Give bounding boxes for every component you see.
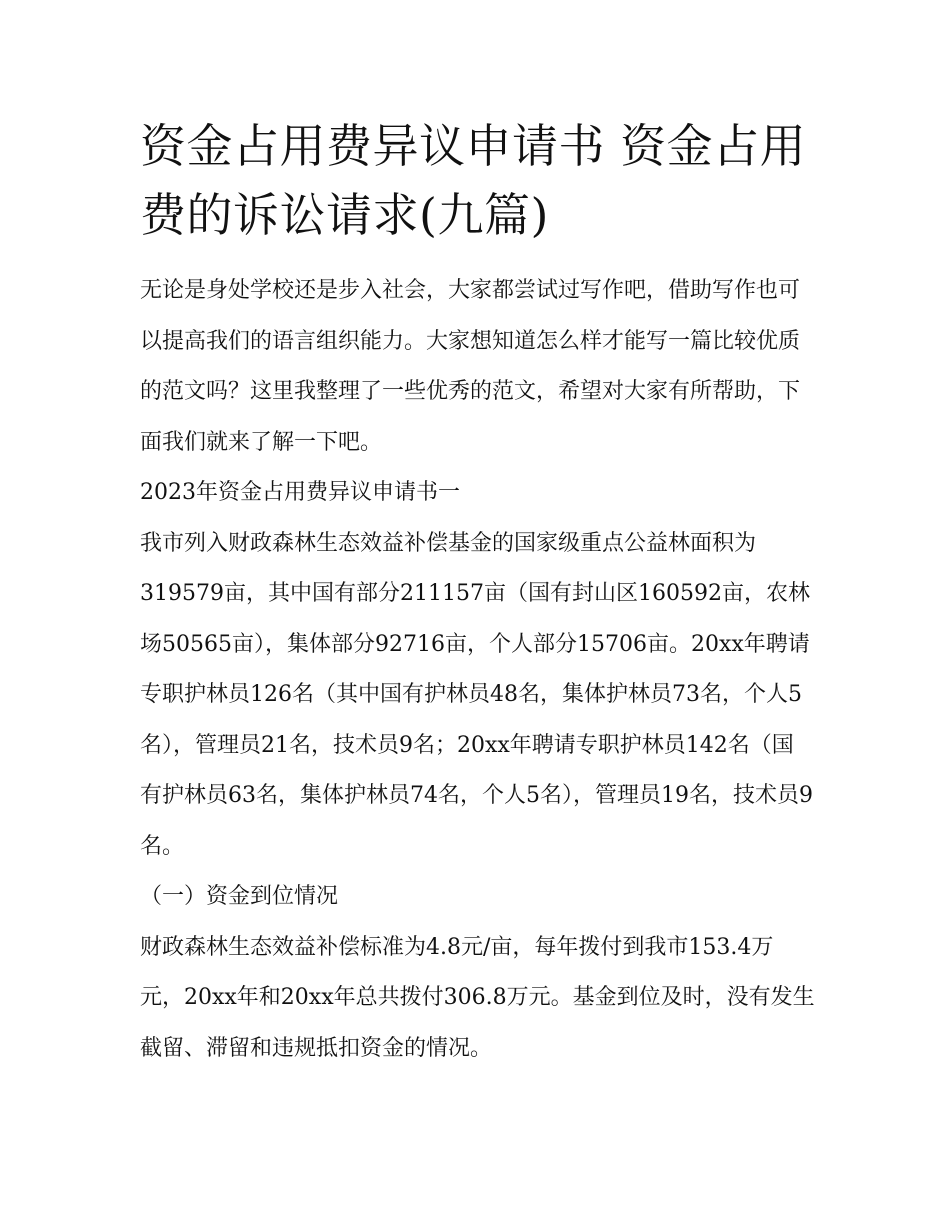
intro-paragraph: 无论是身处学校还是步入社会，大家都尝试过写作吧，借助写作也可以提高我们的语言组织能力。大家想知道怎么样才能写一篇比较优质的范文吗？这里我整理了一些优秀的范文，希望对大家有所帮助，下面我们就来了解一下吧。: [140, 278, 801, 455]
document-body: [140, 112, 815, 1074]
section-heading: 2023年资金占用费异议申请书一: [140, 480, 460, 505]
document-title: 资金占用费异议申请书 资金占用费的诉讼请求(九篇): [140, 119, 807, 242]
subheading-funding-status: （一）资金到位情况: [140, 884, 339, 909]
body-paragraph-funding: 财政森林生态效益补偿标准为4.8元/亩，每年拨付到我市153.4万元，20xx年和20xx年总共拨付306.8万元。基金到位及时，没有发生截留、滞留和违规抵扣资金的情况。: [140, 934, 815, 1061]
body-paragraph-forest-area: 我市列入财政森林生态效益补偿基金的国家级重点公益林面积为319579亩，其中国有部分211157亩（国有封山区160592亩，农林场50565亩），集体部分92716亩，个人部分15706亩。20xx年聘请专职护林员126名（其中国有护林员48名，集体护林员73名，个人5名），管理员21名，技术员9名；20xx年聘请专职护林员142名（国有护林员63名，集体护林员74名，个人5名），管理员19名，技术员9名。: [140, 530, 813, 859]
